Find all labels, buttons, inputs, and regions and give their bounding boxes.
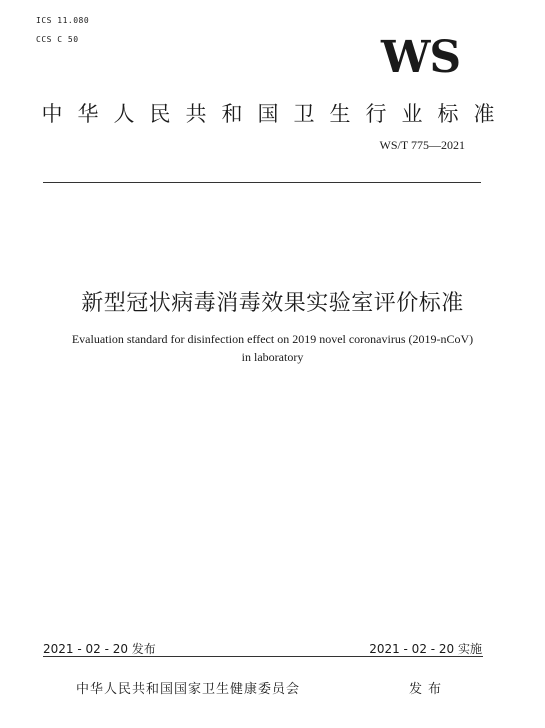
publish-label: 发布 (409, 682, 448, 697)
title-english-line1: Evaluation standard for disinfection effect on 2019 novel coronavirus (2019-nCoV) (71, 332, 474, 346)
standard-type-heading: 中华人民共和国卫生行业标准 (41, 102, 510, 126)
title-chinese: 新型冠状病毒消毒效果实验室评价标准 (81, 291, 464, 316)
publisher-name: 中华人民共和国国家卫生健康委员会 (76, 682, 301, 697)
ws-logo: WS (381, 32, 461, 83)
title-english-line2: in laboratory (241, 350, 304, 364)
issue-date: 2021 - 02 - 20 发布 (43, 642, 156, 656)
implementation-date: 2021 - 02 - 20 实施 (369, 642, 482, 656)
ics-code: ICS 11.080 (36, 16, 90, 25)
top-divider (43, 182, 481, 183)
standard-number: WS/T 775—2021 (379, 138, 465, 152)
ccs-code: CCS C 50 (36, 35, 79, 44)
bottom-divider (43, 656, 483, 657)
